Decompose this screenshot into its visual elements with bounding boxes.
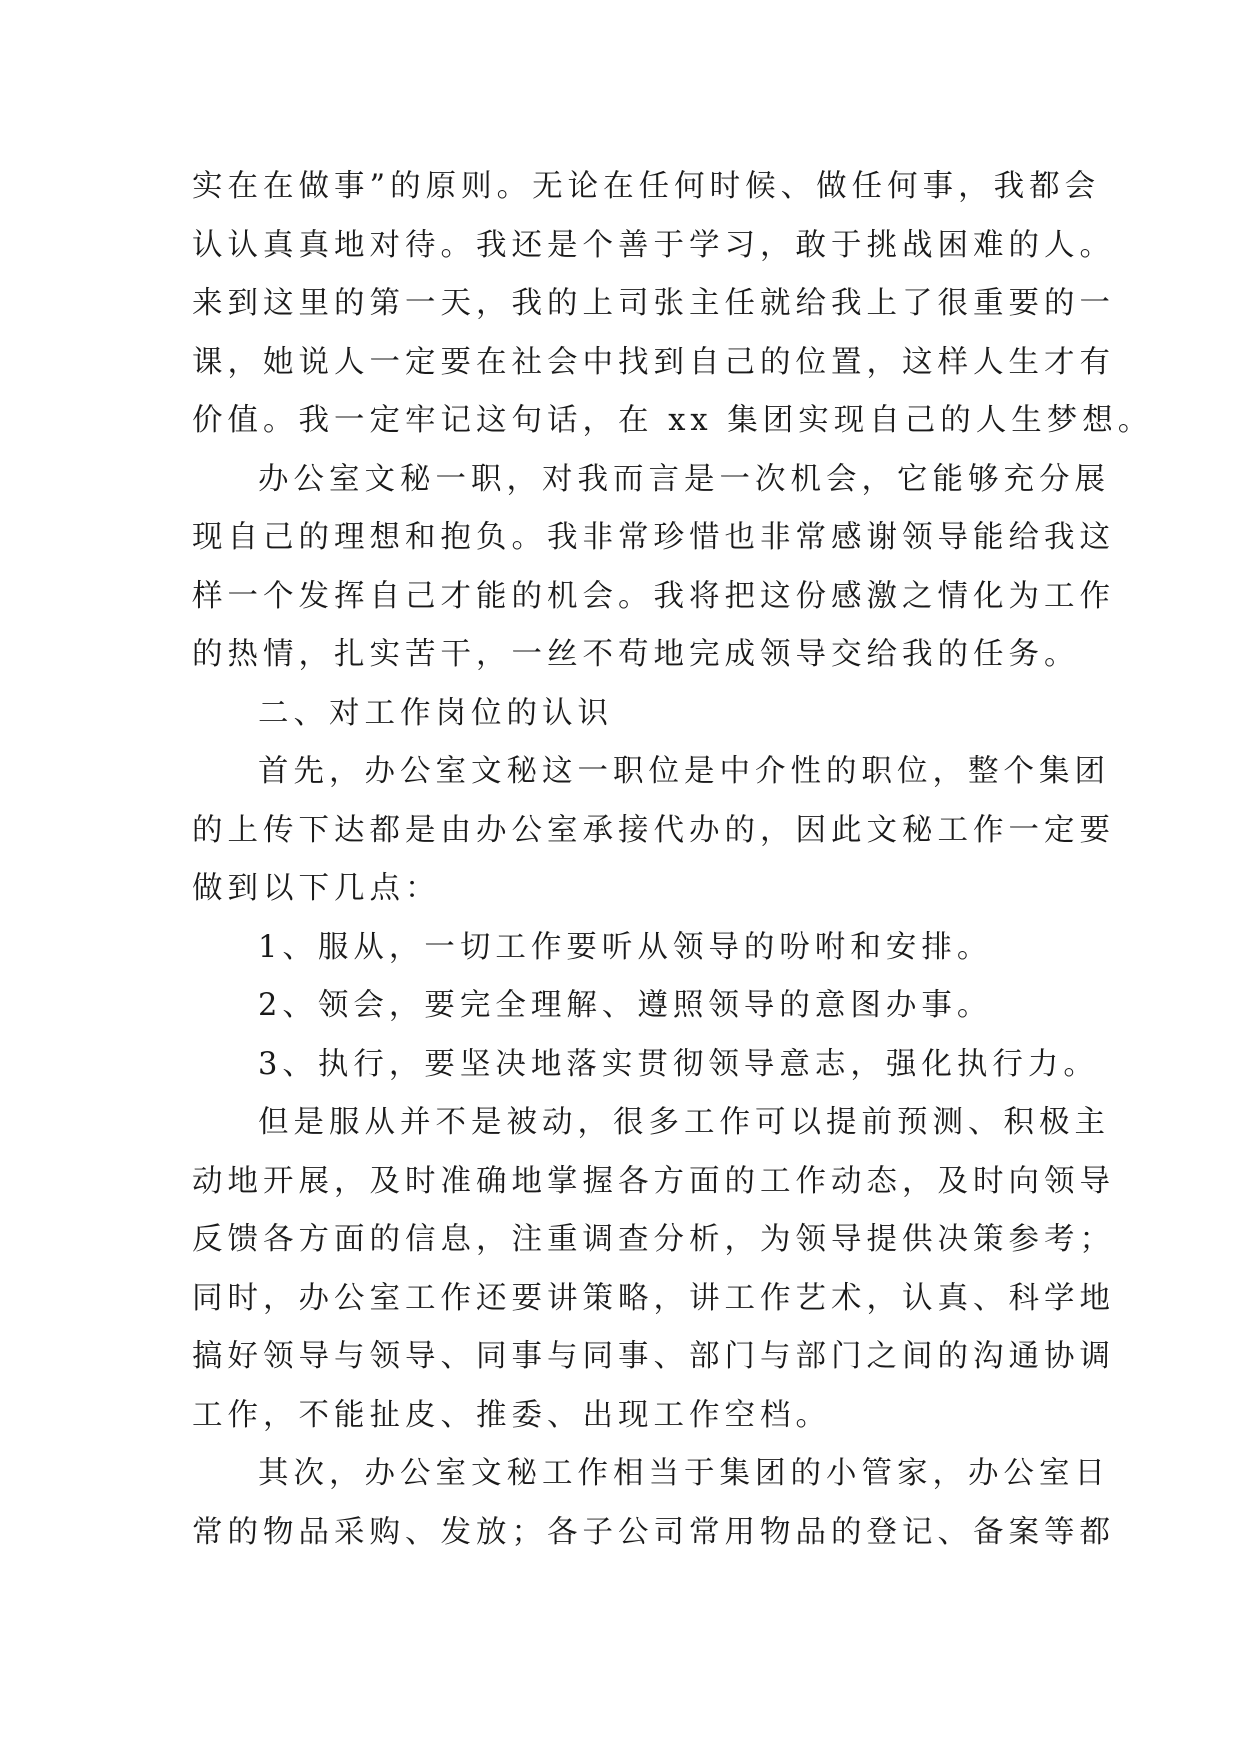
- text-line-2: 认认真真地对待。我还是个善于学习，敢于挑战困难的人。: [192, 227, 1115, 263]
- text-line-5: 价值。我一定牢记这句话，在 xx 集团实现自己的人生梦想。: [192, 403, 1154, 438]
- text-line-9: 的热情，扎实苦干，一丝不苟地完成领导交给我的任务。: [192, 637, 1080, 672]
- list-item-1: 1、服从，一切工作要听从领导的吩咐和安排。: [258, 929, 993, 965]
- text-line-17: 但是服从并不是被动，很多工作可以提前预测、积极主: [258, 1105, 1110, 1140]
- text-line-1: 实在在做事”的原则。无论在任何时候、做任何事，我都会: [192, 169, 1101, 204]
- text-line-18: 动地开展，及时准确地掌握各方面的工作动态，及时向领导: [192, 1163, 1115, 1199]
- text-line-20: 同时，办公室工作还要讲策略，讲工作艺术，认真、科学地: [192, 1280, 1115, 1316]
- text-line-24: 常的物品采购、发放；各子公司常用物品的登记、备案等都: [192, 1514, 1115, 1550]
- text-line-12: 的上传下达都是由办公室承接代办的，因此文秘工作一定要: [192, 812, 1115, 848]
- text-line-6: 办公室文秘一职，对我而言是一次机会，它能够充分展: [258, 461, 1110, 497]
- text-line-7: 现自己的理想和抱负。我非常珍惜也非常感谢领导能给我这: [192, 520, 1115, 555]
- text-line-22: 工作，不能扯皮、推委、出现工作空档。: [192, 1397, 831, 1433]
- text-line-21: 搞好领导与领导、同事与同事、部门与部门之间的沟通协调: [192, 1339, 1115, 1374]
- text-line-23: 其次，办公室文秘工作相当于集团的小管家，办公室日: [258, 1456, 1110, 1491]
- text-line-11: 首先，办公室文秘这一职位是中介性的职位，整个集团: [258, 754, 1110, 789]
- list-item-3: 3、执行，要坚决地落实贯彻领导意志，强化执行力。: [258, 1046, 1099, 1082]
- text-line-13: 做到以下几点：: [192, 871, 441, 906]
- text-line-4: 课，她说人一定要在社会中找到自己的位置，这样人生才有: [192, 344, 1115, 380]
- text-line-8: 样一个发挥自己才能的机会。我将把这份感激之情化为工作: [192, 578, 1115, 614]
- text-line-3: 来到这里的第一天，我的上司张主任就给我上了很重要的一: [192, 286, 1115, 321]
- section-heading: 二、对工作岗位的认识: [258, 695, 613, 731]
- document-body: [192, 158, 1154, 1562]
- list-item-2: 2、领会，要完全理解、遵照领导的意图办事。: [258, 988, 993, 1023]
- text-line-19: 反馈各方面的信息，注重调查分析，为领导提供决策参考；: [192, 1222, 1115, 1257]
